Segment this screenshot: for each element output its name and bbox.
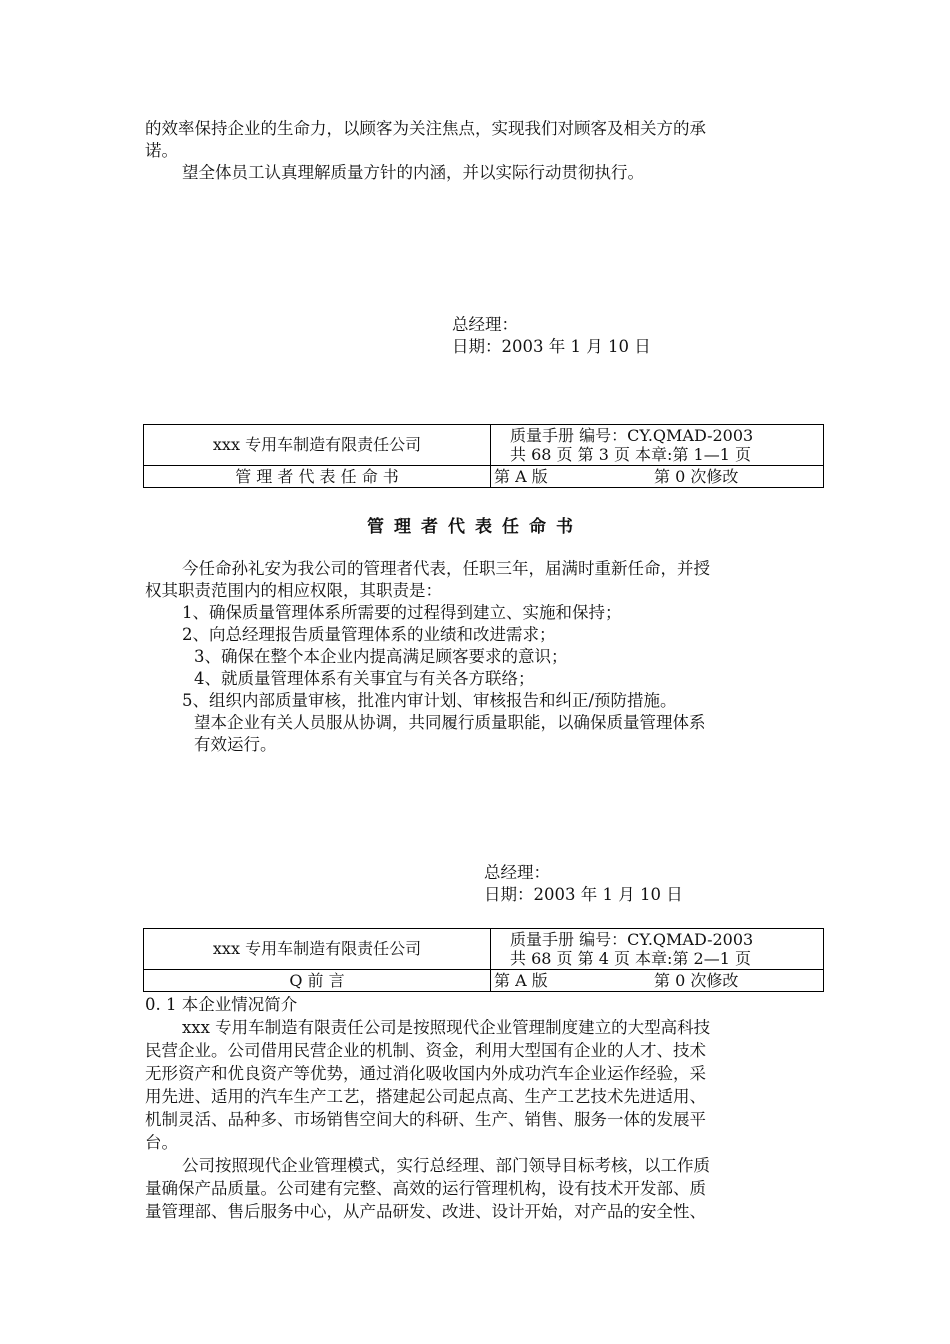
- page-info: 共 68 页 第 4 页 本章:第 2—1 页: [510, 949, 751, 968]
- signature-date-2: 日期：2003 年 1 月 10 日: [484, 885, 683, 904]
- version: 第 A 版: [494, 971, 548, 990]
- signature-role-2: 总经理：: [484, 863, 550, 882]
- preface-line-9: 量管理部、售后服务中心，从产品研发、改进、设计开始，对产品的安全性、: [145, 1202, 706, 1221]
- intro-line-2: 诺。: [145, 141, 178, 160]
- signature-role-1: 总经理：: [452, 315, 518, 334]
- appointment-para-1a: 今任命孙礼安为我公司的管理者代表，任职三年，届满时重新任命，并授: [182, 559, 710, 578]
- duty-1: 1、确保质量管理体系所需要的过程得到建立、实施和保持；: [182, 603, 622, 622]
- preface-line-2: 民营企业。公司借用民营企业的机制、资金，利用大型国有企业的人才、技术: [145, 1041, 706, 1060]
- company-name: xxx 专用车制造有限责任公司: [212, 939, 422, 958]
- document-header-table-1: [143, 424, 824, 488]
- manual-code: 质量手册 编号：CY.QMAD-2003: [510, 930, 754, 949]
- closing-line-2: 有效运行。: [194, 735, 277, 754]
- intro-line-3: 望全体员工认真理解质量方针的内涵，并以实际行动贯彻执行。: [182, 163, 644, 182]
- appointment-title: 管理者代表任命书: [367, 517, 583, 537]
- duty-2: 2、向总经理报告质量管理体系的业绩和改进需求；: [182, 625, 556, 644]
- preface-line-6: 台。: [145, 1133, 178, 1152]
- revision: 第 0 次修改: [654, 971, 739, 990]
- document-header-table-2: [143, 928, 824, 992]
- preface-line-7: 公司按照现代企业管理模式，实行总经理、部门领导目标考核，以工作质: [182, 1156, 710, 1175]
- revision: 第 0 次修改: [654, 467, 739, 486]
- closing-line-1: 望本企业有关人员服从协调，共同履行质量职能，以确保质量管理体系: [194, 713, 706, 732]
- version: 第 A 版: [494, 467, 548, 486]
- duty-5: 5、组织内部质量审核，批准内审计划、审核报告和纠正/预防措施。: [182, 691, 677, 710]
- preface-heading: 0. 1 本企业情况简介: [145, 995, 298, 1014]
- manual-code: 质量手册 编号：CY.QMAD-2003: [510, 426, 754, 445]
- section-title: Q 前 言: [289, 971, 345, 990]
- page-info: 共 68 页 第 3 页 本章:第 1—1 页: [510, 445, 751, 464]
- preface-line-3: 无形资产和优良资产等优势，通过消化吸收国内外成功汽车企业运作经验，采: [145, 1064, 706, 1083]
- signature-date-1: 日期：2003 年 1 月 10 日: [452, 337, 651, 356]
- duty-3: 3、确保在整个本企业内提高满足顾客要求的意识；: [194, 647, 568, 666]
- intro-line-1: 的效率保持企业的生命力，以顾客为关注焦点，实现我们对顾客及相关方的承: [145, 119, 706, 138]
- section-title: 管 理 者 代 表 任 命 书: [235, 467, 399, 486]
- preface-line-4: 用先进、适用的汽车生产工艺，搭建起公司起点高、生产工艺技术先进适用、: [145, 1087, 706, 1106]
- company-name: xxx 专用车制造有限责任公司: [212, 435, 422, 454]
- preface-line-8: 量确保产品质量。公司建有完整、高效的运行管理机构，设有技术开发部、质: [145, 1179, 706, 1198]
- preface-line-5: 机制灵活、品种多、市场销售空间大的科研、生产、销售、服务一体的发展平: [145, 1110, 706, 1129]
- preface-line-1: xxx 专用车制造有限责任公司是按照现代企业管理制度建立的大型高科技: [182, 1018, 711, 1037]
- duty-4: 4、就质量管理体系有关事宜与有关各方联络；: [194, 669, 535, 688]
- appointment-para-1b: 权其职责范围内的相应权限，其职责是：: [145, 581, 442, 600]
